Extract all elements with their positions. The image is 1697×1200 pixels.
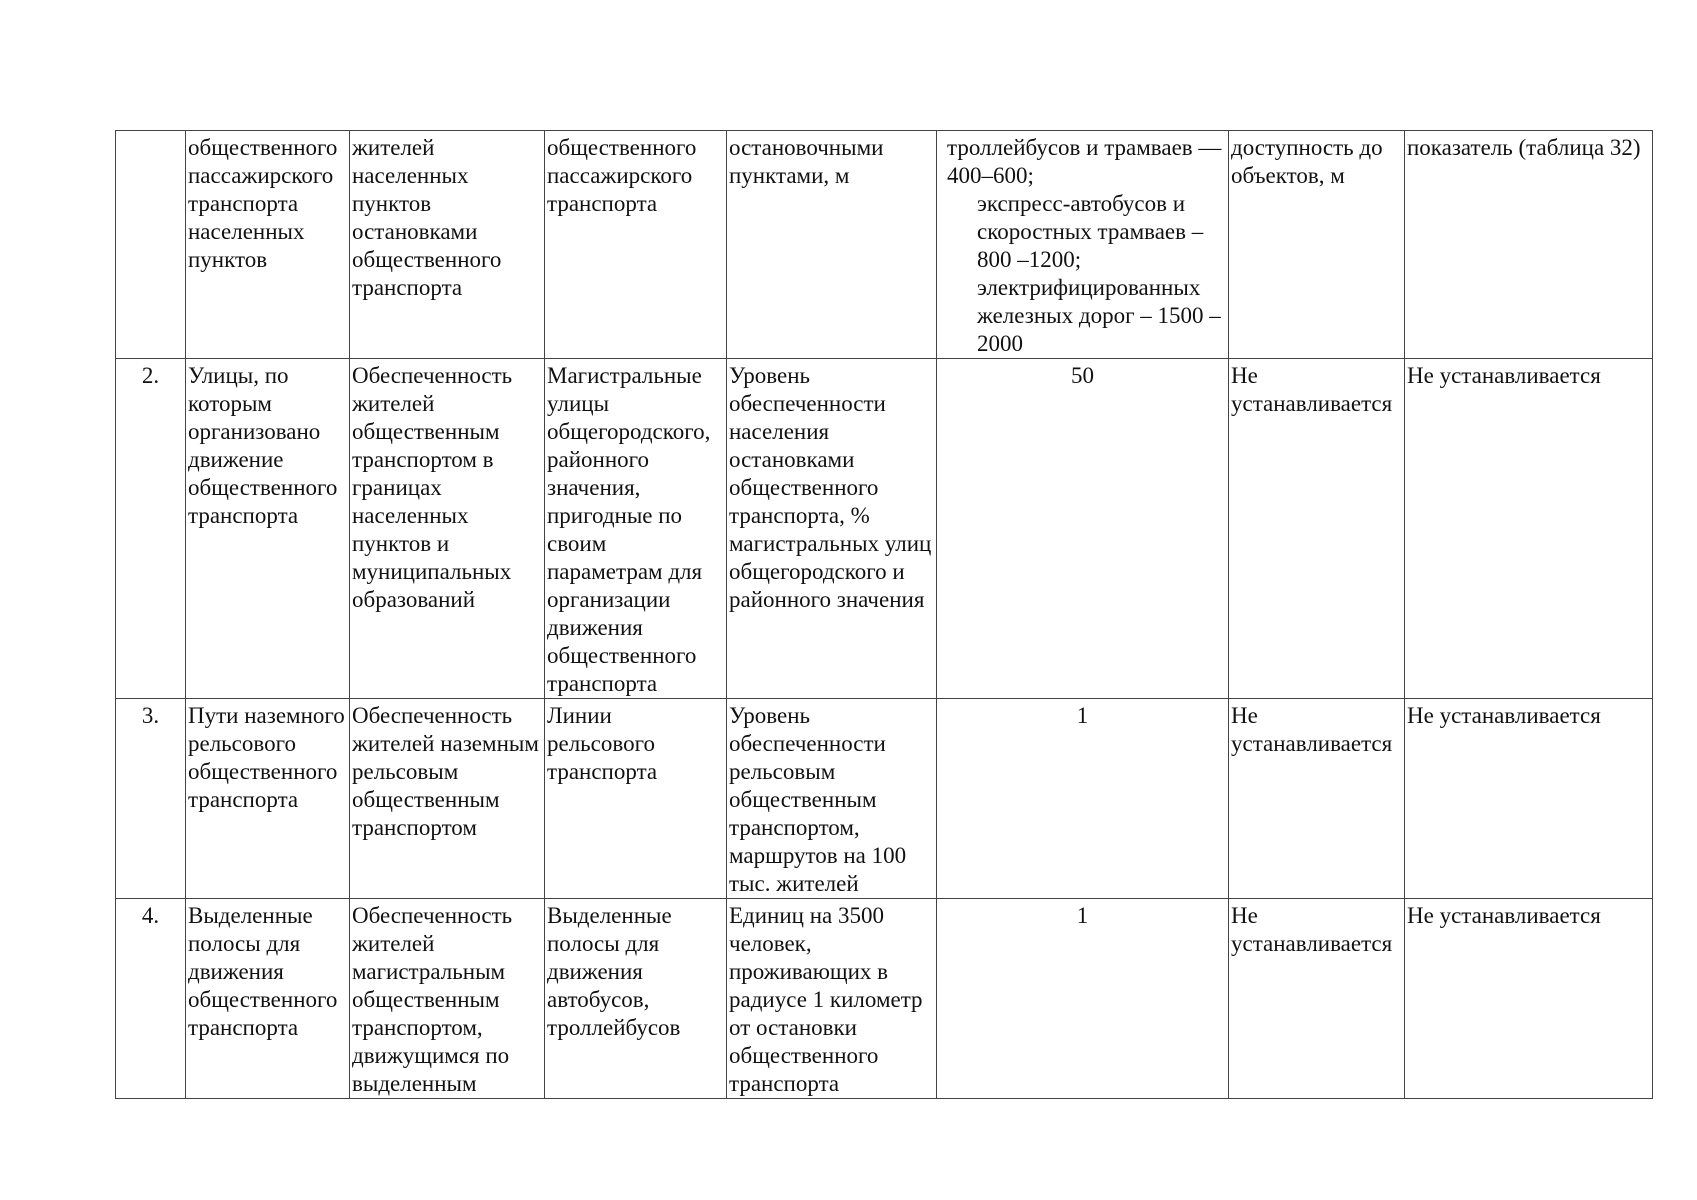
cell-indicator-name: Обеспеченность жителей наземным рельсовым общественным транспортом xyxy=(350,699,545,899)
cell-accessibility: Не устанавливается xyxy=(1229,359,1405,699)
cell-object: Улицы, по которым организовано движение общественного транспорта xyxy=(186,359,350,699)
cell-number: 2. xyxy=(116,359,186,699)
cell-characteristic: Выделенные полосы для движения автобусов, троллейбусов xyxy=(545,899,727,1099)
cell-unit: Уровень обеспеченности рельсовым общественным транспортом, маршрутов на 100 тыс. жителей xyxy=(727,699,937,899)
table-row-continued xyxy=(116,131,1653,359)
table-row xyxy=(116,699,1653,899)
cell-number xyxy=(116,131,186,359)
cell-max-value: Не устанавливается xyxy=(1405,899,1653,1099)
cell-max-value: показатель (таблица 32) xyxy=(1405,131,1653,359)
cell-accessibility: Не устанавливается xyxy=(1229,699,1405,899)
cell-object: Выделенные полосы для движения общественного транспорта xyxy=(186,899,350,1099)
table-row xyxy=(116,899,1653,1099)
cell-unit: Единиц на 3500 человек, проживающих в радиусе 1 километр от остановки общественного транспорта xyxy=(727,899,937,1099)
cell-unit: Уровень обеспеченности населения остановками общественного транспорта, % магистральных улиц общегородского и районного значения xyxy=(727,359,937,699)
cell-indicator-name: жителей населенных пунктов остановками общественного транспорта xyxy=(350,131,545,359)
standards-table xyxy=(115,130,1653,1099)
cell-characteristic: Линии рельсового транспорта xyxy=(545,699,727,899)
norm-line-railway: электрифицированных железных дорог – 1500 – 2000 xyxy=(977,275,1221,356)
cell-norm xyxy=(937,131,1229,359)
cell-norm: 1 xyxy=(937,699,1229,899)
cell-accessibility: доступность до объектов, м xyxy=(1229,131,1405,359)
cell-number: 4. xyxy=(116,899,186,1099)
cell-object: общественного пассажирского транспорта населенных пунктов xyxy=(186,131,350,359)
cell-characteristic: Магистральные улицы общегородского, районного значения, пригодные по своим параметрам для организации движения общественного транспорта xyxy=(545,359,727,699)
norm-line-trolleybus: троллейбусов и трамваев — 400–600; xyxy=(947,135,1222,188)
cell-indicator-name: Обеспеченность жителей общественным транспортом в границах населенных пунктов и муниципальных образований xyxy=(350,359,545,699)
cell-indicator-name: Обеспеченность жителей магистральным общественным транспортом, движущимся по выделенным xyxy=(350,899,545,1099)
norm-line-express: экспресс-автобусов и скоростных трамваев – 800 –1200; xyxy=(977,191,1204,272)
cell-max-value: Не устанавливается xyxy=(1405,359,1653,699)
cell-max-value: Не устанавливается xyxy=(1405,699,1653,899)
cell-object: Пути наземного рельсового общественного транспорта xyxy=(186,699,350,899)
cell-accessibility: Не устанавливается xyxy=(1229,899,1405,1099)
cell-norm: 50 xyxy=(937,359,1229,699)
cell-number: 3. xyxy=(116,699,186,899)
cell-norm: 1 xyxy=(937,899,1229,1099)
table-row xyxy=(116,359,1653,699)
cell-characteristic: общественного пассажирского транспорта xyxy=(545,131,727,359)
cell-unit: остановочными пунктами, м xyxy=(727,131,937,359)
